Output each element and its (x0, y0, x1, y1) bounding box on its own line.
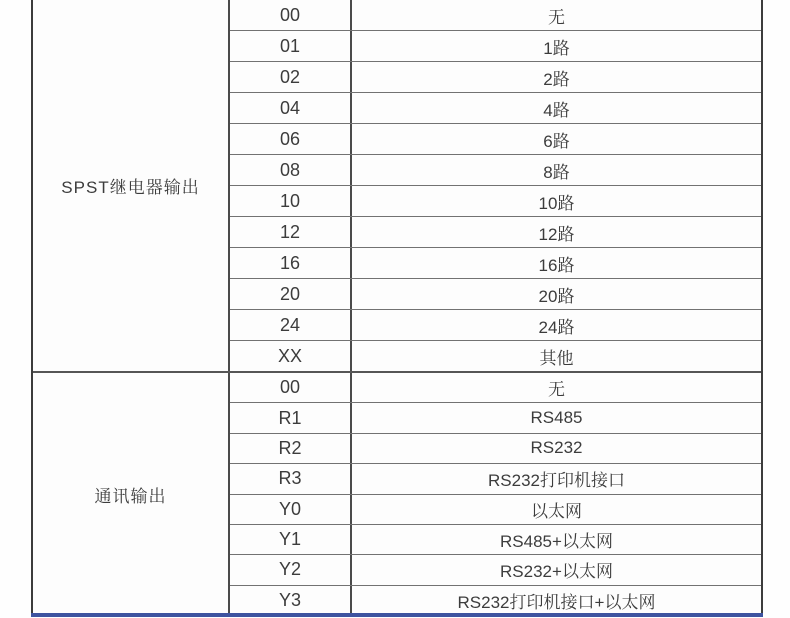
bottom-accent-bar (31, 613, 763, 617)
code-cell: Y0 (230, 495, 352, 524)
desc-cell: 20路 (538, 286, 575, 306)
table-row (230, 464, 761, 494)
table-row (230, 555, 761, 585)
desc-cell: RS232打印机接口 (488, 471, 625, 491)
table-row (230, 248, 761, 279)
desc-cell: 6路 (543, 131, 570, 151)
code-cell: 06 (230, 124, 352, 154)
code-cell: 10 (230, 186, 352, 216)
table-row (230, 279, 761, 310)
code-cell: XX (230, 341, 352, 371)
desc-cell: 以太网 (531, 501, 582, 521)
code-cell: 04 (230, 93, 352, 123)
table-row (230, 341, 761, 371)
desc-cell: RS232+以太网 (500, 562, 613, 582)
code-cell: 16 (230, 248, 352, 278)
code-cell: 00 (230, 373, 352, 402)
desc-cell: 16路 (538, 255, 575, 275)
code-cell: 00 (230, 0, 352, 30)
desc-cell: 其他 (539, 348, 574, 368)
code-cell: 20 (230, 279, 352, 309)
desc-cell: 10路 (538, 193, 575, 213)
section-rows (230, 0, 761, 371)
ordering-code-table (31, 0, 763, 613)
desc-cell: 4路 (543, 100, 570, 120)
table-row (230, 186, 761, 217)
desc-cell: 2路 (543, 69, 570, 89)
table-row (230, 93, 761, 124)
code-cell: 08 (230, 155, 352, 185)
table-row (230, 0, 761, 31)
desc-cell: 12路 (538, 224, 575, 244)
desc-cell: 无 (548, 380, 565, 400)
table-section (33, 371, 761, 615)
table-row (230, 586, 761, 615)
code-cell: 02 (230, 62, 352, 92)
desc-cell: RS232打印机接口+以太网 (457, 592, 656, 612)
table-row (230, 31, 761, 62)
table-row (230, 525, 761, 555)
desc-cell: RS485 (530, 408, 583, 428)
table-section (33, 0, 761, 371)
desc-cell: 8路 (543, 162, 570, 182)
code-cell: R2 (230, 434, 352, 463)
table-row (230, 495, 761, 525)
code-cell: R1 (230, 403, 352, 432)
code-cell: 12 (230, 217, 352, 247)
section-rows (230, 373, 761, 615)
table-row (230, 310, 761, 341)
table-row (230, 217, 761, 248)
code-cell: Y2 (230, 555, 352, 584)
desc-cell: RS232 (530, 438, 583, 458)
code-cell: Y1 (230, 525, 352, 554)
code-cell: Y3 (230, 586, 352, 615)
table-row (230, 124, 761, 155)
table-row (230, 62, 761, 93)
table-row (230, 373, 761, 403)
desc-cell: RS485+以太网 (500, 532, 613, 552)
desc-cell: 无 (548, 7, 565, 27)
code-cell: 24 (230, 310, 352, 340)
section-label: SPST继电器输出 (33, 0, 230, 371)
table-row (230, 403, 761, 433)
section-label: 通讯输出 (33, 373, 230, 615)
desc-cell: 24路 (538, 317, 575, 337)
code-cell: 01 (230, 31, 352, 61)
desc-cell: 1路 (543, 38, 570, 58)
table-row (230, 434, 761, 464)
table-row (230, 155, 761, 186)
code-cell: R3 (230, 464, 352, 493)
